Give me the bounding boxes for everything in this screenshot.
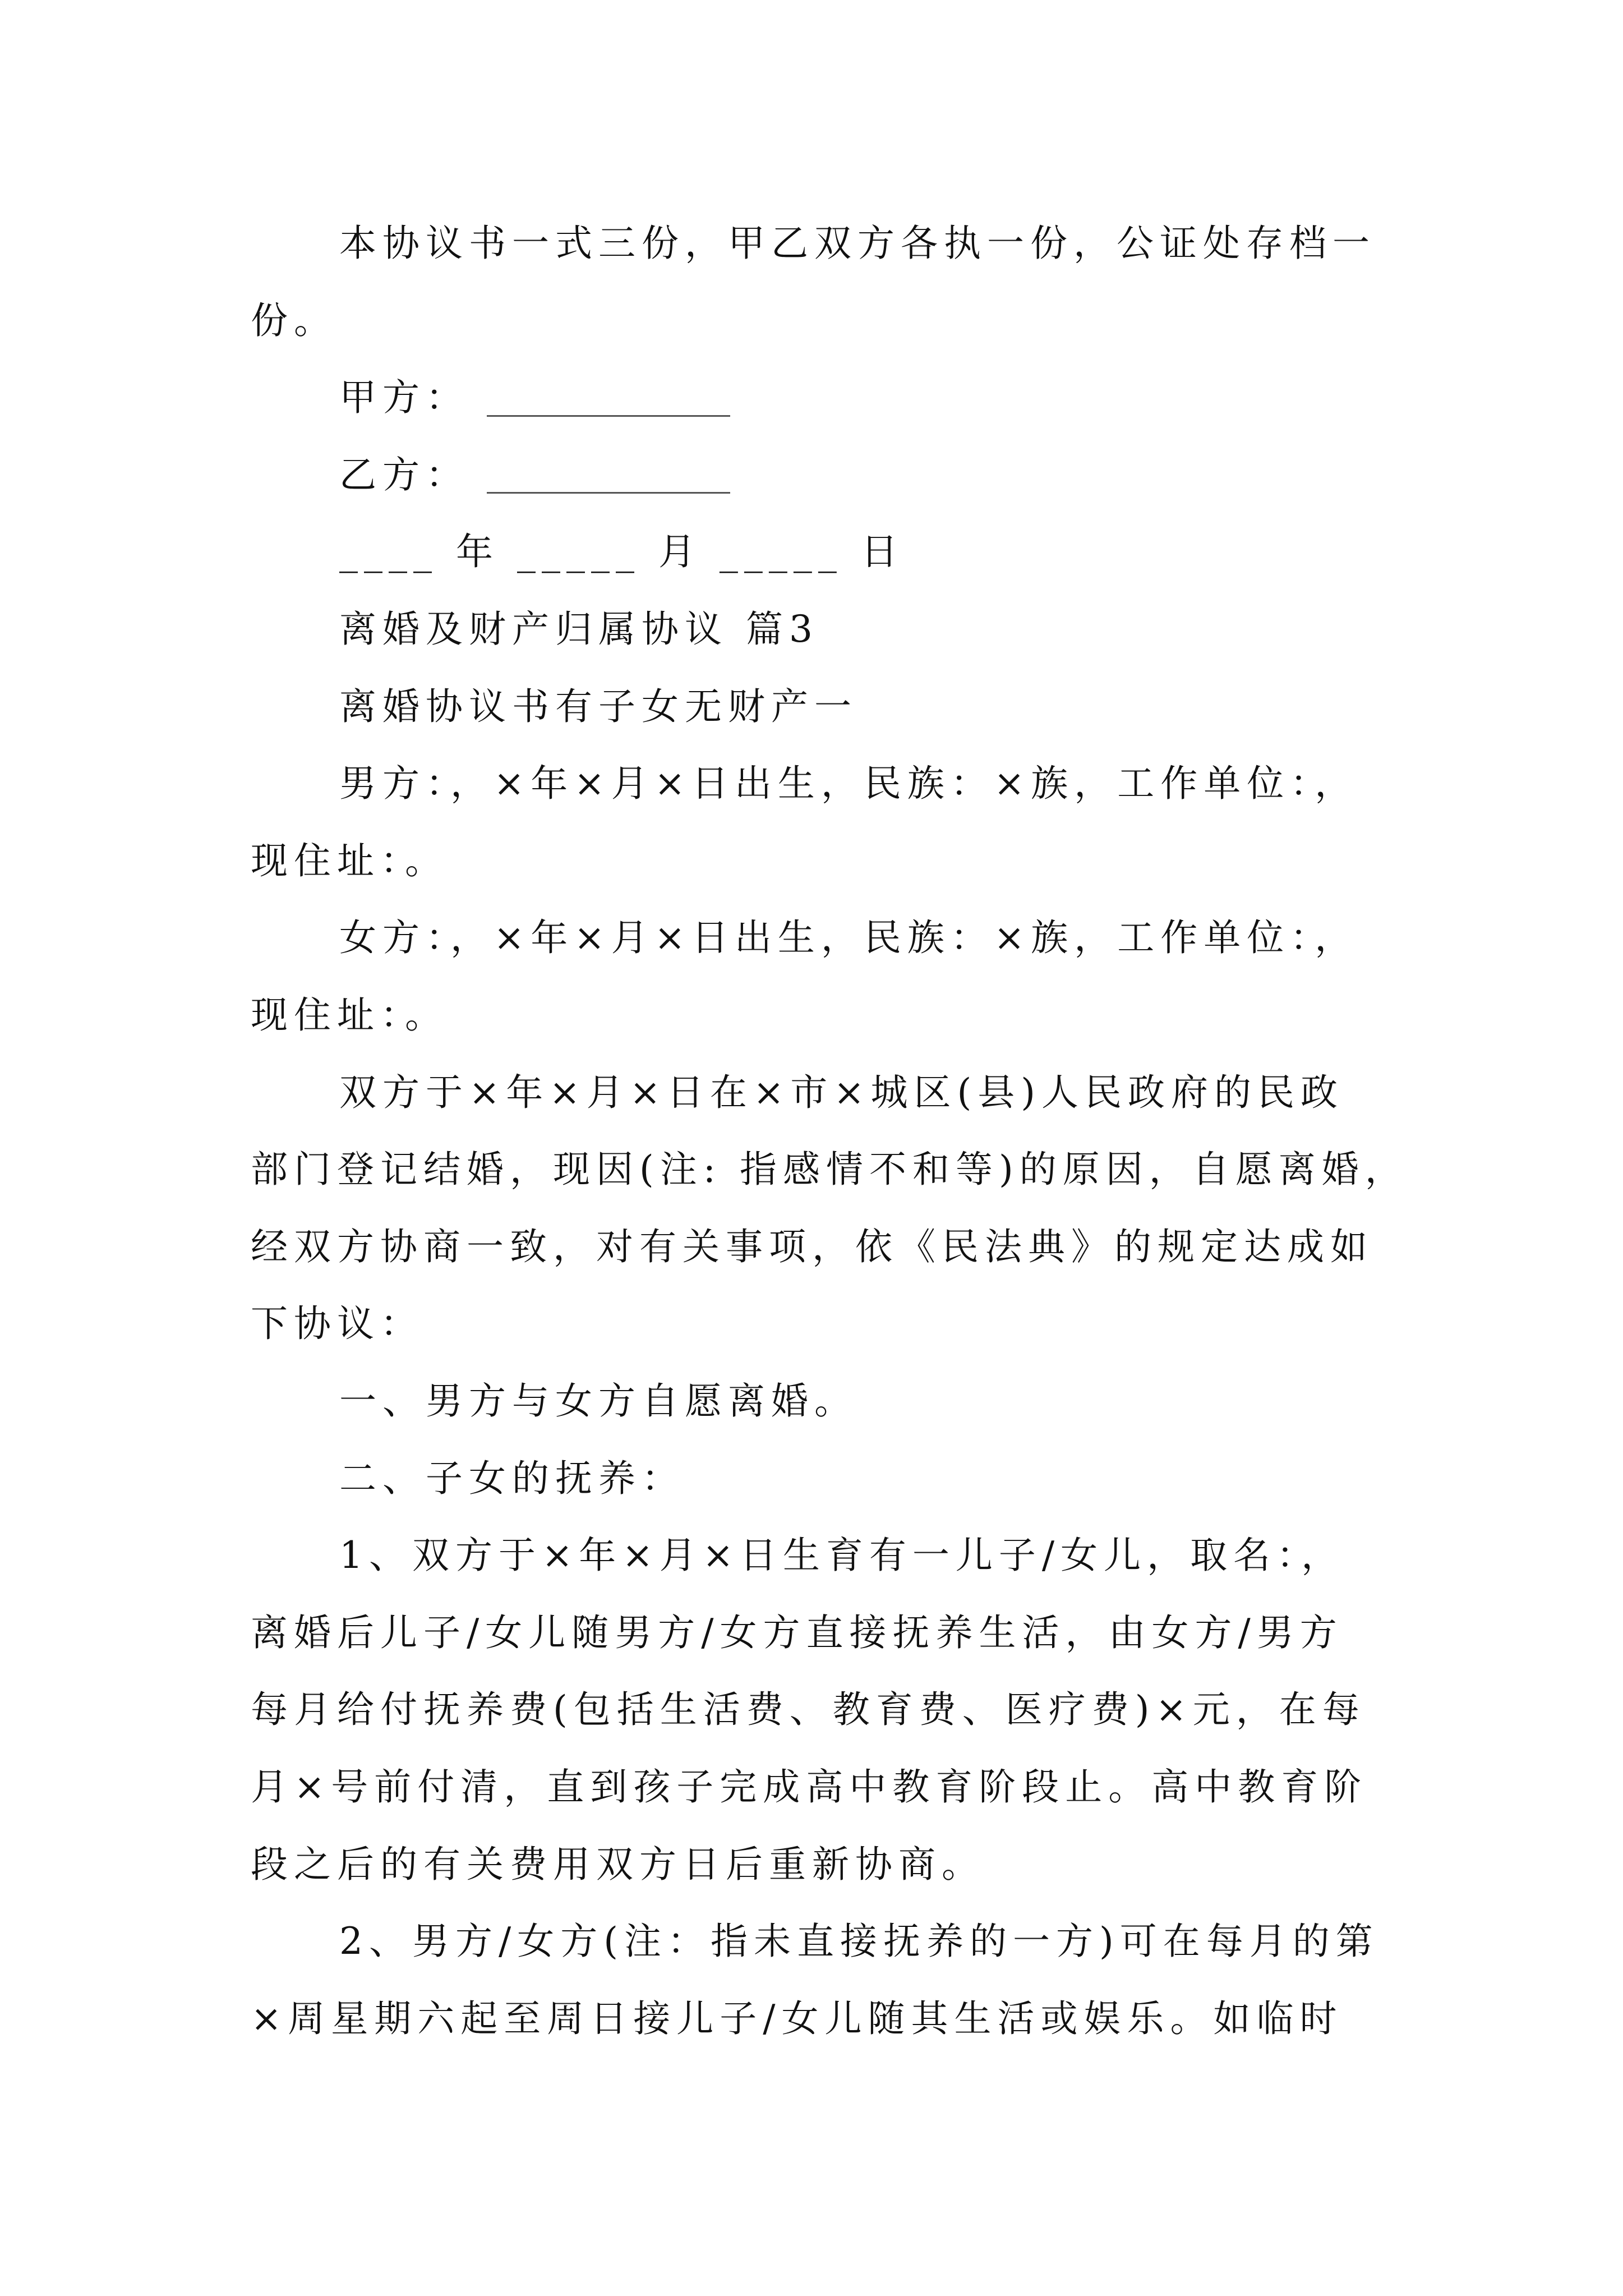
paragraph-line: 每月给付抚养费(包括生活费、教育费、医疗费)×元，在每 <box>251 1688 1366 1731</box>
party-a-signature-blank <box>487 415 730 417</box>
paragraph-line: 1、双方于×年×月×日生育有一儿子/女儿，取名：， <box>339 1534 1345 1577</box>
section-title: 离婚及财产归属协议 篇3 <box>339 608 819 651</box>
paragraph-line: 下协议： <box>251 1302 423 1345</box>
party-b-label: 乙方： <box>339 453 469 496</box>
party-b-signature-blank <box>487 492 730 494</box>
paragraph-line: 月×号前付清，直到孩子完成高中教育阶段止。高中教育阶 <box>251 1765 1368 1809</box>
paragraph-line: 双方于×年×月×日在×市×城区(县)人民政府的民政 <box>339 1071 1344 1114</box>
paragraph-line: ×周星期六起至周日接儿子/女儿随其生活或娱乐。如临时 <box>251 1997 1343 2040</box>
paragraph-line: 现住址：。 <box>251 839 448 882</box>
paragraph-line: 女方：，×年×月×日出生，民族：×族，工作单位：， <box>339 916 1358 959</box>
paragraph-line: 段之后的有关费用双方日后重新协商。 <box>251 1843 985 1886</box>
paragraph-line: 部门登记结婚，现因(注: 指感情不和等)的原因，自愿离婚， <box>251 1148 1408 1191</box>
party-a-label: 甲方： <box>339 376 469 419</box>
paragraph-line: 份。 <box>251 299 337 342</box>
paragraph-line: 2、男方/女方(注：指未直接抚养的一方)可在每月的第 <box>339 1920 1379 1963</box>
date-line: ____ 年 _____ 月 _____ 日 <box>339 530 904 573</box>
section-subtitle: 离婚协议书有子女无财产一 <box>339 685 857 728</box>
paragraph-line: 本协议书一式三份，甲乙双方各执一份，公证处存档一 <box>339 222 1376 265</box>
paragraph-line: 男方：，×年×月×日出生，民族：×族，工作单位：， <box>339 762 1358 805</box>
clause-heading: 二、子女的抚养： <box>339 1457 685 1500</box>
paragraph-line: 离婚后儿子/女儿随男方/女方直接抚养生活，由女方/男方 <box>251 1611 1343 1654</box>
paragraph-line: 经双方协商一致，对有关事项，依《民法典》的规定达成如 <box>251 1225 1373 1268</box>
paragraph-line: 现住址：。 <box>251 993 448 1037</box>
clause-heading: 一、男方与女方自愿离婚。 <box>339 1379 857 1423</box>
